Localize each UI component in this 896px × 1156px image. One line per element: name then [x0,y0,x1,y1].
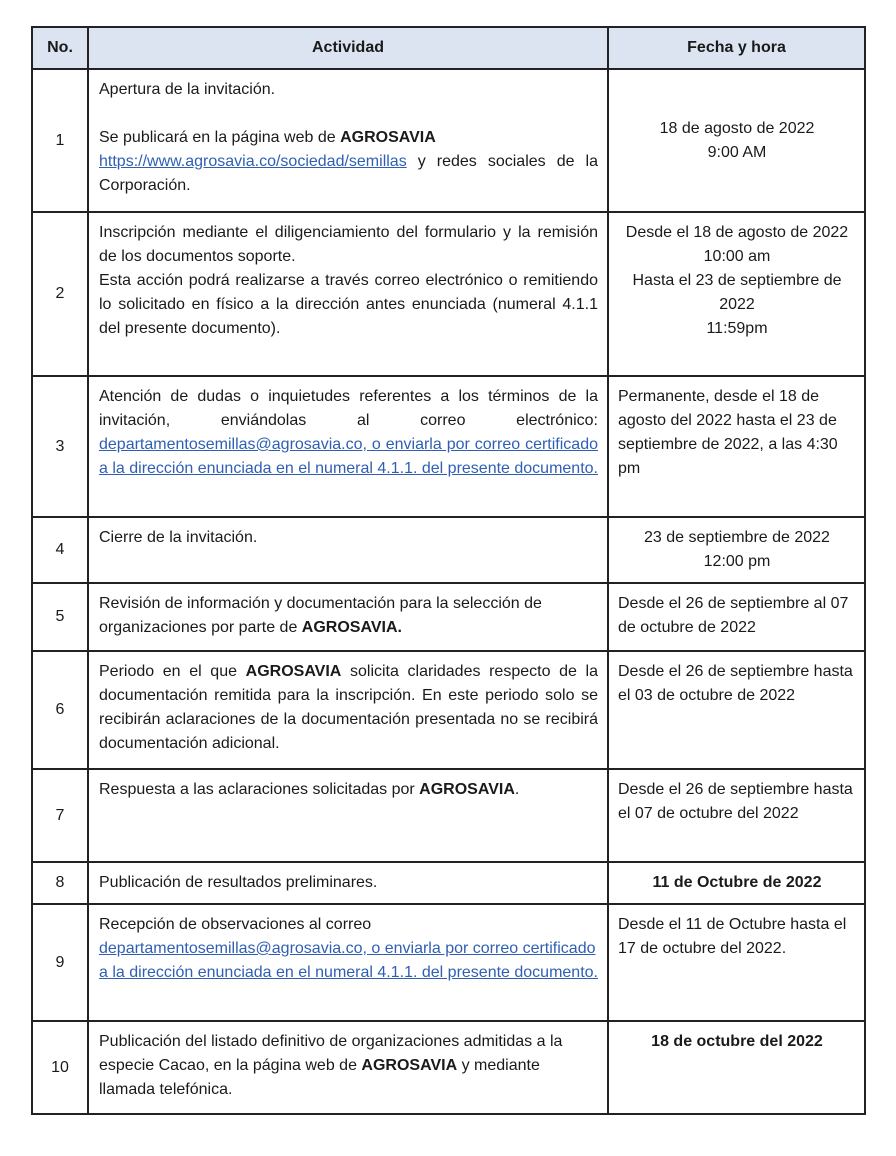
table-row [32,651,865,769]
activity-title: Apertura de la invitación. [99,81,276,98]
table-row [32,583,865,651]
header-activity: Actividad [88,27,608,69]
org-name: AGROSAVIA. [301,619,402,636]
row-number: 2 [32,212,88,376]
activity-cell: Publicación de resultados preliminares. [88,862,608,904]
org-name: AGROSAVIA [419,781,515,798]
table-row [32,862,865,904]
row-number: 8 [32,862,88,904]
activity-cell: Recepción de observaciones al correo departamentosemillas@agrosavia.co, o enviarla por correo certificado a la dirección enunciada en el numeral 4.1.1. del presente documento. [88,904,608,1021]
row-number: 3 [32,376,88,517]
schedule-table [31,26,866,1115]
activity-cell: Periodo en el que AGROSAVIA solicita claridades respecto de la documentación remitida para la inscripción. En este periodo solo se recibirán aclaraciones de la documentación presentada no se recibirá documentación adicional. [88,651,608,769]
date-cell: 18 de octubre del 2022 [608,1021,865,1114]
activity-cell: Publicación del listado definitivo de organizaciones admitidas a la especie Cacao, en la página web de AGROSAVIA y mediante llamada telefónica. [88,1021,608,1114]
date-cell: 18 de agosto de 2022 9:00 AM [608,69,865,212]
org-name: AGROSAVIA [340,129,436,146]
row-number: 6 [32,651,88,769]
table-row [32,1021,865,1114]
header-date: Fecha y hora [608,27,865,69]
date-cell: Desde el 26 de septiembre hasta el 03 de octubre de 2022 [608,651,865,769]
row-number: 9 [32,904,88,1021]
date-cell: Desde el 11 de Octubre hasta el 17 de octubre del 2022. [608,904,865,1021]
date-cell: Desde el 26 de septiembre al 07 de octubre de 2022 [608,583,865,651]
activity-cell [88,69,608,212]
table-row [32,212,865,376]
table-row [32,376,865,517]
table-row [32,904,865,1021]
email-link[interactable]: departamentosemillas@agrosavia.co, o enviarla por correo certificado a la dirección enunciada en el numeral 4.1.1. del presente documento. [99,940,598,981]
date-cell: 23 de septiembre de 2022 12:00 pm [608,517,865,583]
row-number: 10 [32,1021,88,1114]
org-name: AGROSAVIA [245,663,342,680]
table-row [32,517,865,583]
row-number: 1 [32,69,88,212]
date-cell: Permanente, desde el 18 de agosto del 2022 hasta el 23 de septiembre de 2022, a las 4:30 pm [608,376,865,517]
header-row [32,27,865,69]
table-row [32,69,865,212]
activity-description: Se publicará en la página web de AGROSAVIA https://www.agrosavia.co/sociedad/semillas y redes sociales de la Corporación. [99,129,598,194]
activity-cell: Respuesta a las aclaraciones solicitadas por AGROSAVIA. [88,769,608,862]
website-link[interactable]: https://www.agrosavia.co/sociedad/semillas [99,153,407,170]
row-number: 7 [32,769,88,862]
activity-cell: Cierre de la invitación. [88,517,608,583]
table-row [32,769,865,862]
activity-cell: Atención de dudas o inquietudes referentes a los términos de la invitación, enviándolas al correo electrónico: departamentosemillas@agrosavia.co, o enviarla por correo certificado a la dirección enunciada en el numeral 4.1.1. del presente documento. [88,376,608,517]
activity-cell: Revisión de información y documentación para la selección de organizaciones por parte de AGROSAVIA. [88,583,608,651]
date-cell: 11 de Octubre de 2022 [608,862,865,904]
org-name: AGROSAVIA [361,1057,458,1074]
row-number: 4 [32,517,88,583]
email-link[interactable]: departamentosemillas@agrosavia.co, o enviarla por correo certificado a la dirección enunciada en el numeral 4.1.1. del presente documento. [99,436,598,477]
header-no: No. [32,27,88,69]
activity-cell: Inscripción mediante el diligenciamiento del formulario y la remisión de los documentos soporte. Esta acción podrá realizarse a través correo electrónico o remitiendo lo solicitado en físico a la dirección antes enunciada (numeral 4.1.1 del presente documento). [88,212,608,376]
date-cell: Desde el 18 de agosto de 2022 10:00 am Hasta el 23 de septiembre de 2022 11:59pm [608,212,865,376]
row-number: 5 [32,583,88,651]
date-cell: Desde el 26 de septiembre hasta el 07 de octubre del 2022 [608,769,865,862]
